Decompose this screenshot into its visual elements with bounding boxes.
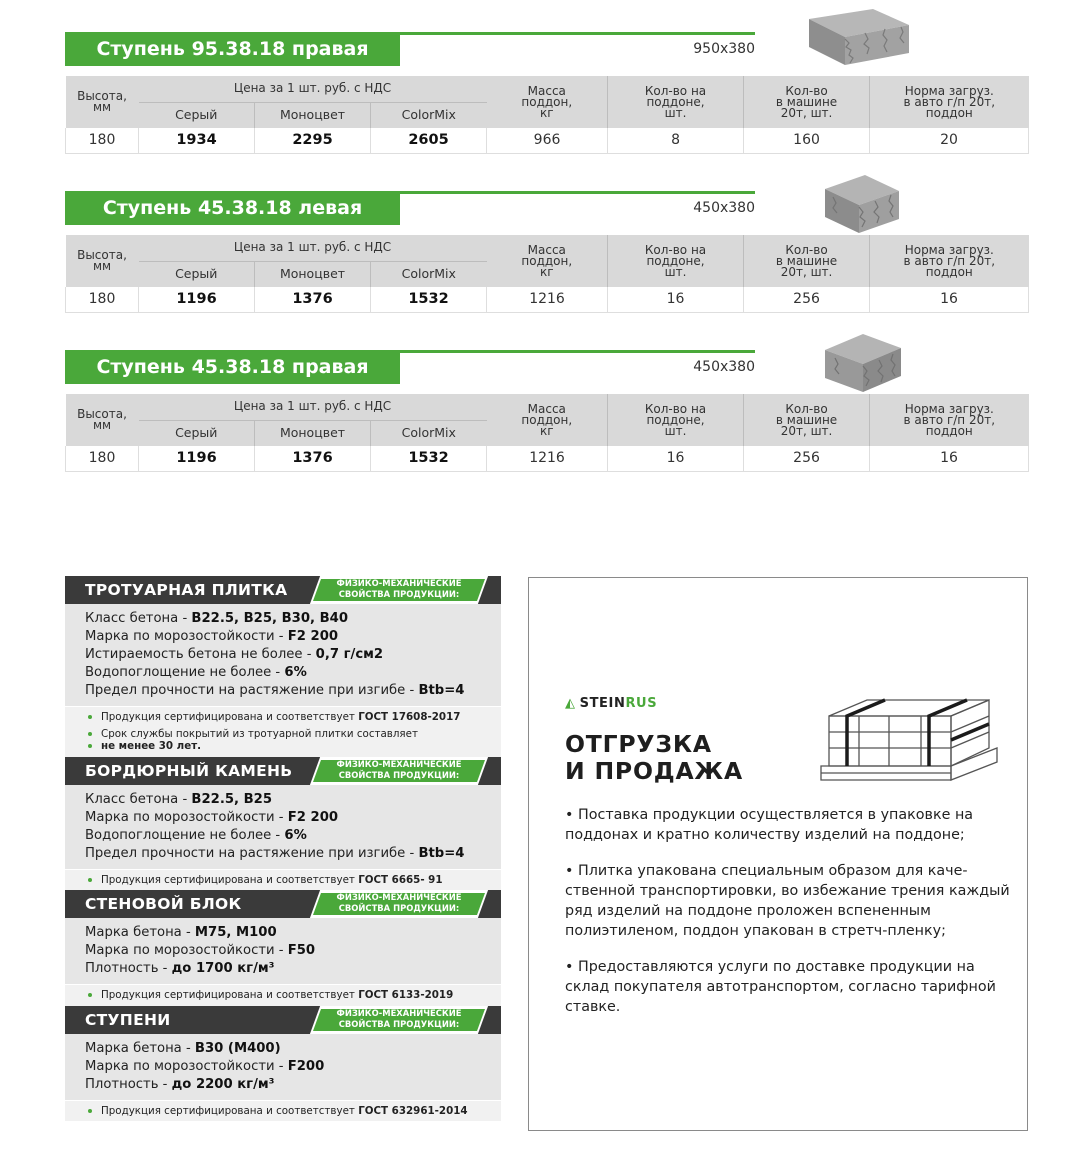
- product-size: 450х380: [693, 359, 755, 375]
- section-notes: [65, 984, 501, 1006]
- pallet-illustration-icon: [817, 696, 1001, 788]
- title-underline: [400, 191, 755, 194]
- section-paving-tiles: [65, 576, 501, 757]
- stone-step-image: [821, 330, 903, 396]
- value-colormix-price: 1532: [371, 446, 487, 471]
- header-price-group: Цена за 1 шт. руб. с НДС: [139, 235, 487, 261]
- property-row: Марка по морозостойкости - F50: [85, 943, 316, 958]
- value-per-pallet: 8: [608, 128, 744, 153]
- header-price-group: Цена за 1 шт. руб. с НДС: [139, 394, 487, 420]
- header-colormix: ColorMix: [371, 420, 487, 446]
- header-colormix: ColorMix: [371, 261, 487, 287]
- product-title-bar: [65, 350, 400, 384]
- property-row: Марка бетона - В30 (М400): [85, 1040, 281, 1056]
- header-per-truck: Кол-во в машине 20т, шт.: [744, 235, 870, 287]
- value-per-pallet: 16: [608, 287, 744, 312]
- section-steps: [65, 1006, 501, 1122]
- section-title: БОРДЮРНЫЙ КАМЕНЬ: [85, 761, 293, 780]
- section-header: [65, 890, 501, 918]
- product-title: Ступень 95.38.18 правая: [96, 38, 369, 60]
- section-body: [65, 785, 501, 869]
- product-title: Ступень 45.38.18 левая: [102, 197, 363, 219]
- product-size: 950х380: [693, 41, 755, 57]
- header-height: Высота, мм: [66, 394, 139, 446]
- certification-note: Продукция сертифицирована и соответствует ГОСТ 6665- 91: [87, 874, 501, 887]
- header-grey: Серый: [139, 261, 255, 287]
- properties-tag: ФИЗИКО-МЕХАНИЧЕСКИЕ СВОЙСТВА ПРОДУКЦИИ:: [336, 578, 462, 599]
- section-notes: [65, 706, 501, 757]
- property-row: Марка по морозостойкости - F2 200: [85, 809, 339, 825]
- header-mass: Масса поддон, кг: [487, 76, 608, 128]
- value-mass: 1216: [487, 446, 608, 471]
- header-height: Высота, мм: [66, 235, 139, 287]
- section-header: [65, 1006, 501, 1034]
- property-row: Класс бетона - В22.5, В25, В30, В40: [85, 611, 349, 626]
- property-row: Предел прочности на растяжение при изгибе - Btb=4: [85, 845, 465, 861]
- table-row: [66, 128, 1029, 153]
- properties-panel: [65, 576, 501, 1121]
- table-row: [66, 446, 1029, 471]
- header-per-pallet: Кол-во на поддоне, шт.: [608, 76, 744, 128]
- value-per-truck: 256: [744, 287, 870, 312]
- product-spec-table: [65, 235, 1029, 313]
- section-curb-stone: [65, 757, 501, 891]
- certification-note: Продукция сертифицирована и соответствует ГОСТ 17608-2017: [87, 711, 501, 724]
- value-height: 180: [66, 128, 139, 153]
- header-mono: Моноцвет: [255, 420, 371, 446]
- header-per-truck: Кол-во в машине 20т, шт.: [744, 394, 870, 446]
- properties-tag: ФИЗИКО-МЕХАНИЧЕСКИЕ СВОЙСТВА ПРОДУКЦИИ:: [336, 892, 462, 913]
- product-spec-table: [65, 394, 1029, 472]
- section-header: [65, 757, 501, 785]
- value-grey-price: 1934: [139, 128, 255, 153]
- property-row: Истираемость бетона не более - 0,7 г/см2: [85, 647, 384, 662]
- value-mass: 966: [487, 128, 608, 153]
- property-row: Марка бетона - М75, М100: [85, 925, 277, 940]
- product-size: 450х380: [693, 200, 755, 216]
- value-grey-price: 1196: [139, 287, 255, 312]
- header-grey: Серый: [139, 420, 255, 446]
- header-norm: Норма загруз. в авто г/п 20т, поддон: [870, 235, 1029, 287]
- value-per-truck: 256: [744, 446, 870, 471]
- certification-note: Продукция сертифицирована и соответствует ГОСТ 6133-2019: [87, 989, 501, 1002]
- brand-logo: ◭ STEINRUS: [565, 696, 658, 711]
- certification-note: Продукция сертифицирована и соответствует ГОСТ 632961-2014: [87, 1105, 501, 1118]
- property-row: Плотность - до 1700 кг/м³: [85, 961, 275, 976]
- product-spec-table: [65, 76, 1029, 154]
- value-mono-price: 1376: [255, 287, 371, 312]
- value-per-truck: 160: [744, 128, 870, 153]
- product-title-bar: [65, 32, 400, 66]
- value-norm: 16: [870, 287, 1029, 312]
- header-mass: Масса поддон, кг: [487, 394, 608, 446]
- title-underline: [400, 32, 755, 35]
- header-per-truck: Кол-во в машине 20т, шт.: [744, 76, 870, 128]
- header-norm: Норма загруз. в авто г/п 20т, поддон: [870, 76, 1029, 128]
- stone-step-image: [805, 5, 913, 71]
- header-mono: Моноцвет: [255, 102, 371, 128]
- value-height: 180: [66, 287, 139, 312]
- shipping-paragraph: • Поставка продукции осуществляется в упаковке на поддонах и кратно количеству изделий на поддоне;: [565, 807, 974, 843]
- header-height: Высота, мм: [66, 76, 139, 128]
- property-row: Предел прочности на растяжение при изгибе - Btb=4: [85, 683, 465, 698]
- logo-icon: ◭: [565, 696, 576, 711]
- section-title: СТУПЕНИ: [85, 1010, 171, 1029]
- header-mono: Моноцвет: [255, 261, 371, 287]
- title-underline: [400, 350, 755, 353]
- shipping-paragraph: • Плитка упакована специальным образом для каче-ственной транспортировки, во избежание трения каждый ряд изделий на поддоне проложен вспененным полиэтиленом, поддон упакован в стретч-пленку;: [565, 863, 1010, 939]
- value-colormix-price: 2605: [371, 128, 487, 153]
- value-mono-price: 1376: [255, 446, 371, 471]
- value-grey-price: 1196: [139, 446, 255, 471]
- value-mono-price: 2295: [255, 128, 371, 153]
- section-title: СТЕНОВОЙ БЛОК: [85, 895, 242, 913]
- value-colormix-price: 1532: [371, 287, 487, 312]
- table-row: [66, 287, 1029, 312]
- property-row: Марка по морозостойкости - F200: [85, 1058, 325, 1074]
- section-body: [65, 1034, 501, 1100]
- value-per-pallet: 16: [608, 446, 744, 471]
- property-row: Водопоглощение не более - 6%: [85, 827, 307, 843]
- service-life-note-cont: не менее 30 лет.: [87, 740, 501, 753]
- product-title-bar: [65, 191, 400, 225]
- property-row: Марка по морозостойкости - F2 200: [85, 629, 339, 644]
- header-per-pallet: Кол-во на поддоне, шт.: [608, 235, 744, 287]
- header-per-pallet: Кол-во на поддоне, шт.: [608, 394, 744, 446]
- section-wall-block: [65, 890, 501, 1006]
- header-price-group: Цена за 1 шт. руб. с НДС: [139, 76, 487, 102]
- shipping-heading: ОТГРУЗКА И ПРОДАЖА: [565, 730, 743, 785]
- properties-tag: ФИЗИКО-МЕХАНИЧЕСКИЕ СВОЙСТВА ПРОДУКЦИИ:: [336, 1007, 462, 1029]
- header-grey: Серый: [139, 102, 255, 128]
- property-row: Плотность - до 2200 кг/м³: [85, 1076, 275, 1092]
- section-title: ТРОТУАРНАЯ ПЛИТКА: [85, 581, 288, 599]
- shipping-paragraph: • Предоставляются услуги по доставке продукции на склад покупателя автотранспортом, согласно тарифной ставке.: [565, 959, 996, 1015]
- value-norm: 16: [870, 446, 1029, 471]
- service-life-note: Срок службы покрытий из тротуарной плитки составляет: [87, 728, 501, 741]
- property-row: Класс бетона - В22.5, В25: [85, 791, 273, 807]
- section-notes: [65, 869, 501, 891]
- properties-tag: ФИЗИКО-МЕХАНИЧЕСКИЕ СВОЙСТВА ПРОДУКЦИИ:: [336, 758, 462, 780]
- header-colormix: ColorMix: [371, 102, 487, 128]
- header-norm: Норма загруз. в авто г/п 20т, поддон: [870, 394, 1029, 446]
- header-mass: Масса поддон, кг: [487, 235, 608, 287]
- value-mass: 1216: [487, 287, 608, 312]
- section-notes: [65, 1100, 501, 1122]
- product-title: Ступень 45.38.18 правая: [96, 356, 369, 378]
- section-body: [65, 918, 501, 984]
- section-header: [65, 576, 501, 604]
- stone-step-image: [821, 171, 901, 237]
- value-height: 180: [66, 446, 139, 471]
- property-row: Водопоглощение не более - 6%: [85, 665, 307, 680]
- section-body: [65, 604, 501, 706]
- shipping-info-box: [528, 577, 1028, 1131]
- value-norm: 20: [870, 128, 1029, 153]
